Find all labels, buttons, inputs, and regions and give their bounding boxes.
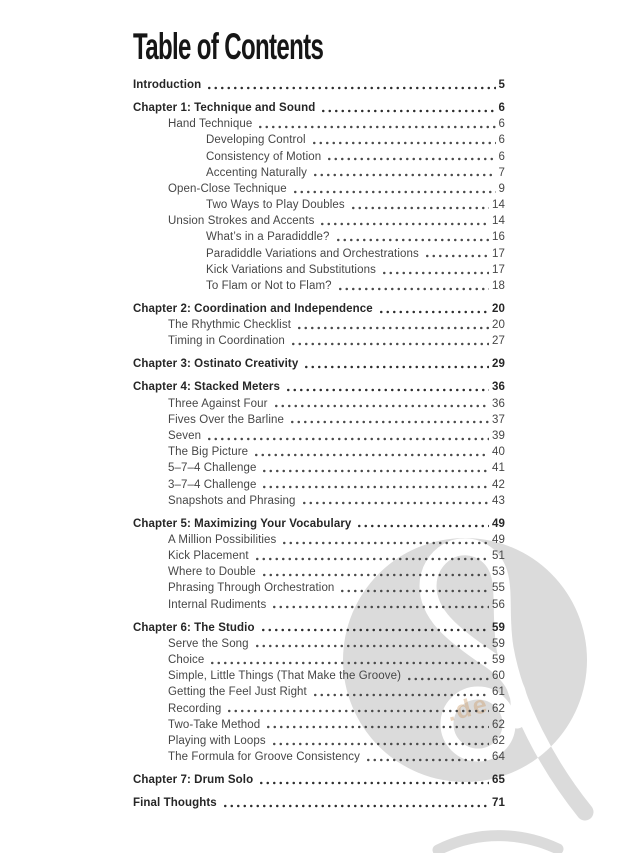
dot-leader bbox=[289, 420, 489, 424]
toc-entry-label: Phrasing Through Orchestration bbox=[168, 582, 335, 595]
toc-entry-label: Hand Technique bbox=[168, 118, 253, 131]
dot-leader bbox=[378, 310, 489, 314]
toc-entry-page-number: 18 bbox=[492, 280, 505, 293]
toc-entry-page-number: 20 bbox=[492, 319, 505, 332]
toc-entry-label: Developing Control bbox=[206, 134, 306, 147]
toc-entry-label: Serve the Song bbox=[168, 637, 249, 650]
toc-entry-page-number: 41 bbox=[492, 462, 505, 475]
toc-entry-label: Choice bbox=[168, 653, 205, 666]
toc-entry-label: Fives Over the Barline bbox=[168, 413, 284, 426]
toc-entry-label: To Flam or Not to Flam? bbox=[206, 280, 332, 293]
toc-entry-page-number: 36 bbox=[492, 397, 505, 410]
toc-entry-label: Seven bbox=[168, 429, 202, 442]
toc-entry-page-number: 61 bbox=[492, 686, 505, 699]
toc-entry bbox=[133, 181, 505, 197]
toc-entry-label: Two-Take Method bbox=[168, 718, 261, 731]
dot-leader bbox=[339, 589, 489, 593]
toc-entry-label: Two Ways to Play Doubles bbox=[206, 199, 345, 212]
toc-entry bbox=[133, 597, 505, 613]
dot-leader bbox=[206, 86, 495, 90]
toc-entry-label: The Formula for Groove Consistency bbox=[168, 751, 360, 764]
toc-entry bbox=[133, 668, 505, 684]
toc-content bbox=[133, 28, 505, 811]
toc-entry-page-number: 6 bbox=[498, 150, 505, 163]
toc-entry-page-number: 9 bbox=[498, 182, 505, 195]
toc-entry-page-number: 17 bbox=[492, 263, 505, 276]
toc-entry-label: Chapter 3: Ostinato Creativity bbox=[133, 358, 299, 371]
toc-entry bbox=[133, 301, 505, 317]
page-title: Table of Contents bbox=[133, 26, 324, 67]
toc-entry-label: The Big Picture bbox=[168, 446, 249, 459]
dot-leader bbox=[273, 404, 489, 408]
dot-leader bbox=[226, 709, 489, 713]
dot-leader bbox=[337, 287, 489, 291]
toc-entry-page-number: 49 bbox=[492, 533, 505, 546]
toc-entry-label: Playing with Loops bbox=[168, 734, 266, 747]
dot-leader bbox=[209, 661, 489, 665]
toc-entry-page-number: 49 bbox=[492, 517, 505, 530]
dot-leader bbox=[319, 222, 489, 226]
toc-entry-label: Unsion Strokes and Accents bbox=[168, 215, 315, 228]
toc-entry-label: Internal Rudiments bbox=[168, 598, 267, 611]
toc-entry bbox=[133, 772, 505, 788]
toc-entry bbox=[133, 548, 505, 564]
toc-entry bbox=[133, 493, 505, 509]
dot-leader bbox=[257, 125, 495, 129]
toc-entry bbox=[133, 262, 505, 278]
toc-entry-label: Chapter 7: Drum Solo bbox=[133, 774, 254, 787]
toc-entry-label: Kick Placement bbox=[168, 550, 249, 563]
toc-entry-page-number: 17 bbox=[492, 247, 505, 260]
toc-entry-page-number: 29 bbox=[492, 358, 505, 371]
toc-entry-page-number: 64 bbox=[492, 751, 505, 764]
toc-entry-page-number: 37 bbox=[492, 413, 505, 426]
toc-entry bbox=[133, 460, 505, 476]
toc-entry bbox=[133, 149, 505, 165]
toc-entry bbox=[133, 379, 505, 395]
dot-leader bbox=[320, 109, 495, 113]
toc-entry-label: Consistency of Motion bbox=[206, 150, 322, 163]
toc-entry bbox=[133, 317, 505, 333]
toc-entry-label: Chapter 2: Coordination and Independence bbox=[133, 303, 373, 316]
toc-entry-page-number: 40 bbox=[492, 446, 505, 459]
toc-entry bbox=[133, 717, 505, 733]
toc-entry bbox=[133, 412, 505, 428]
toc-entry-label: Simple, Little Things (That Make the Groove) bbox=[168, 670, 402, 683]
toc-entry-page-number: 14 bbox=[492, 215, 505, 228]
toc-entry-label: Getting the Feel Just Right bbox=[168, 686, 307, 699]
dot-leader bbox=[424, 254, 489, 258]
toc-entry bbox=[133, 564, 505, 580]
toc-entry bbox=[133, 444, 505, 460]
toc-entry bbox=[133, 684, 505, 700]
toc-entry-label: A Million Possibilities bbox=[168, 533, 277, 546]
dot-leader bbox=[312, 693, 489, 697]
dot-leader bbox=[356, 524, 489, 528]
toc-entry-label: The Rhythmic Checklist bbox=[168, 319, 291, 332]
toc-entry-page-number: 20 bbox=[492, 303, 505, 316]
toc-entry bbox=[133, 100, 505, 116]
toc-entry bbox=[133, 77, 505, 93]
toc-entry bbox=[133, 701, 505, 717]
toc-entry bbox=[133, 428, 505, 444]
toc-entry-label: Open-Close Technique bbox=[168, 182, 287, 195]
dot-leader bbox=[265, 725, 489, 729]
dot-leader bbox=[301, 501, 489, 505]
dot-leader bbox=[285, 388, 489, 392]
toc-entry-page-number: 6 bbox=[498, 118, 505, 131]
dot-leader bbox=[296, 326, 489, 330]
toc-entry bbox=[133, 396, 505, 412]
dot-leader bbox=[261, 485, 489, 489]
toc-list bbox=[133, 77, 505, 811]
toc-entry bbox=[133, 229, 505, 245]
toc-entry-page-number: 55 bbox=[492, 582, 505, 595]
toc-entry bbox=[133, 516, 505, 532]
toc-entry-label: Recording bbox=[168, 702, 222, 715]
toc-entry-page-number: 60 bbox=[492, 670, 505, 683]
toc-entry-label: Kick Variations and Substitutions bbox=[206, 263, 376, 276]
toc-entry bbox=[133, 733, 505, 749]
dot-leader bbox=[206, 437, 489, 441]
toc-entry bbox=[133, 333, 505, 349]
toc-entry-page-number: 39 bbox=[492, 429, 505, 442]
toc-entry-page-number: 71 bbox=[492, 797, 505, 810]
toc-entry-label: Introduction bbox=[133, 79, 202, 91]
dot-leader bbox=[254, 557, 489, 561]
toc-entry bbox=[133, 356, 505, 372]
dot-leader bbox=[335, 238, 489, 242]
toc-entry-page-number: 6 bbox=[498, 134, 505, 147]
toc-entry-page-number: 53 bbox=[492, 566, 505, 579]
toc-entry-label: 5–7–4 Challenge bbox=[168, 462, 257, 475]
toc-entry-label: Snapshots and Phrasing bbox=[168, 494, 296, 507]
toc-entry bbox=[133, 132, 505, 148]
toc-entry-page-number: 5 bbox=[498, 79, 505, 91]
toc-entry-page-number: 51 bbox=[492, 550, 505, 563]
toc-entry-page-number: 59 bbox=[492, 637, 505, 650]
toc-entry-page-number: 62 bbox=[492, 734, 505, 747]
toc-entry-page-number: 43 bbox=[492, 494, 505, 507]
dot-leader bbox=[312, 173, 496, 177]
toc-entry bbox=[133, 477, 505, 493]
dot-leader bbox=[326, 157, 495, 161]
toc-entry-label: Final Thoughts bbox=[133, 797, 217, 810]
toc-entry-label: What’s in a Paradiddle? bbox=[206, 231, 330, 244]
dot-leader bbox=[222, 804, 489, 808]
toc-entry bbox=[133, 213, 505, 229]
toc-entry bbox=[133, 652, 505, 668]
toc-entry-page-number: 62 bbox=[492, 702, 505, 715]
dot-leader bbox=[260, 628, 489, 632]
dot-leader bbox=[254, 644, 489, 648]
toc-entry-page-number: 59 bbox=[492, 653, 505, 666]
dot-leader bbox=[365, 758, 489, 762]
toc-entry-page-number: 14 bbox=[492, 199, 505, 212]
toc-entry-page-number: 36 bbox=[492, 381, 505, 394]
toc-entry-label: Three Against Four bbox=[168, 397, 268, 410]
toc-entry bbox=[133, 795, 505, 811]
toc-entry-label: Paradiddle Variations and Orchestrations bbox=[206, 247, 419, 260]
toc-entry-page-number: 65 bbox=[492, 774, 505, 787]
toc-entry-label: Accenting Naturally bbox=[206, 166, 307, 179]
dot-leader bbox=[303, 365, 489, 369]
dot-leader bbox=[258, 781, 489, 785]
dot-leader bbox=[381, 271, 489, 275]
toc-entry-label: Chapter 4: Stacked Meters bbox=[133, 381, 280, 394]
toc-entry bbox=[133, 620, 505, 636]
toc-entry bbox=[133, 246, 505, 262]
dot-leader bbox=[290, 342, 489, 346]
toc-entry-label: 3–7–4 Challenge bbox=[168, 478, 257, 491]
toc-entry bbox=[133, 532, 505, 548]
dot-leader bbox=[350, 206, 489, 210]
toc-entry-page-number: 6 bbox=[498, 101, 505, 114]
toc-entry bbox=[133, 197, 505, 213]
toc-entry bbox=[133, 116, 505, 132]
toc-entry-label: Chapter 5: Maximizing Your Vocabulary bbox=[133, 517, 352, 530]
toc-entry-label: Timing in Coordination bbox=[168, 335, 285, 348]
toc-entry-label: Where to Double bbox=[168, 566, 256, 579]
toc-entry-page-number: 59 bbox=[492, 621, 505, 634]
dot-leader bbox=[271, 742, 489, 746]
toc-entry-page-number: 42 bbox=[492, 478, 505, 491]
toc-entry-label: Chapter 1: Technique and Sound bbox=[133, 101, 316, 114]
dot-leader bbox=[311, 141, 496, 145]
toc-entry-page-number: 27 bbox=[492, 335, 505, 348]
toc-entry bbox=[133, 278, 505, 294]
toc-entry bbox=[133, 749, 505, 765]
dot-leader bbox=[261, 469, 489, 473]
dot-leader bbox=[406, 677, 489, 681]
toc-entry-page-number: 16 bbox=[492, 231, 505, 244]
dot-leader bbox=[292, 190, 496, 194]
toc-entry-page-number: 56 bbox=[492, 598, 505, 611]
toc-entry-page-number: 7 bbox=[498, 166, 505, 179]
dot-leader bbox=[271, 605, 489, 609]
toc-entry bbox=[133, 165, 505, 181]
toc-entry-label: Chapter 6: The Studio bbox=[133, 621, 255, 634]
dot-leader bbox=[261, 573, 489, 577]
toc-entry bbox=[133, 580, 505, 596]
toc-entry-page-number: 62 bbox=[492, 718, 505, 731]
dot-leader bbox=[281, 541, 489, 545]
dot-leader bbox=[253, 453, 489, 457]
toc-entry bbox=[133, 636, 505, 652]
